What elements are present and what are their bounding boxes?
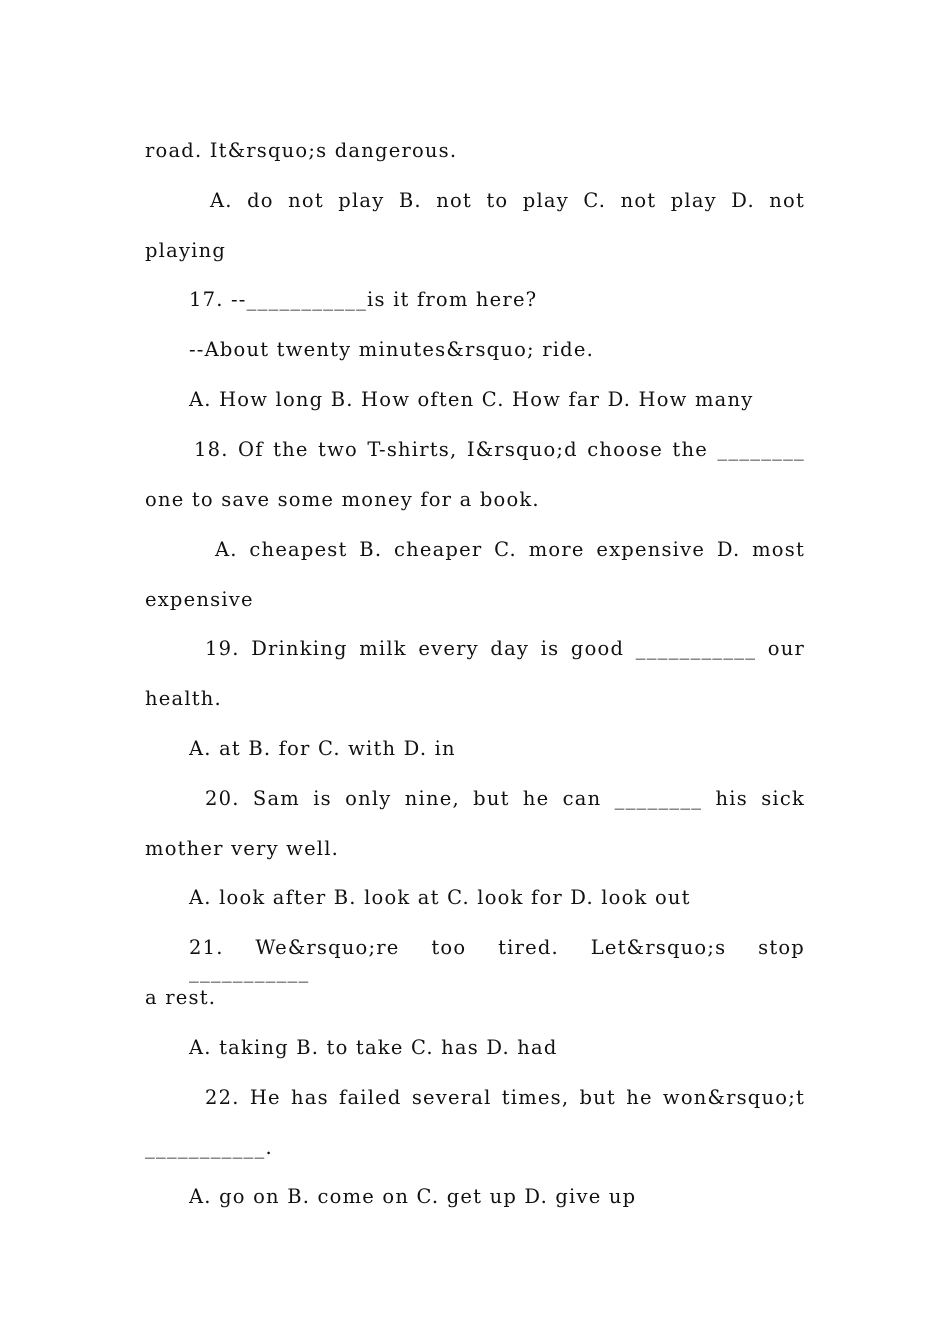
answer-options-19: A. at B. for C. with D. in (189, 737, 456, 760)
question-18: 18. Of the two T-shirts, I&rsquo;d choose the ________ (194, 438, 805, 461)
text-line: health. (145, 687, 222, 710)
text-line: ___________. (145, 1136, 273, 1159)
text-line: road. It&rsquo;s dangerous. (145, 139, 458, 162)
text-line: expensive (145, 588, 254, 611)
text-line: --About twenty minutes&rsquo; ride. (189, 338, 594, 361)
question-21: 21. We&rsquo;re too tired. Let&rsquo;s stop ___________ (189, 936, 805, 983)
answer-options-21: A. taking B. to take C. has D. had (189, 1036, 558, 1059)
answer-options-16: A. do not play B. not to play C. not play D. not (210, 189, 805, 212)
question-22: 22. He has failed several times, but he won&rsquo;t (205, 1086, 805, 1109)
text-line: playing (145, 239, 227, 262)
question-17: 17. --___________is it from here? (189, 288, 538, 311)
answer-options-22: A. go on B. come on C. get up D. give up (189, 1185, 637, 1208)
answer-options-20: A. look after B. look at C. look for D. look out (189, 886, 691, 909)
answer-options-18: A. cheapest B. cheaper C. more expensive D. most (215, 538, 805, 561)
question-19: 19. Drinking milk every day is good ___________ our (205, 637, 805, 660)
answer-options-17: A. How long B. How often C. How far D. How many (189, 388, 754, 411)
text-line: a rest. (145, 986, 217, 1009)
text-line: mother very well. (145, 837, 340, 860)
question-20: 20. Sam is only nine, but he can ________ his sick (205, 787, 805, 810)
text-line: one to save some money for a book. (145, 488, 540, 511)
